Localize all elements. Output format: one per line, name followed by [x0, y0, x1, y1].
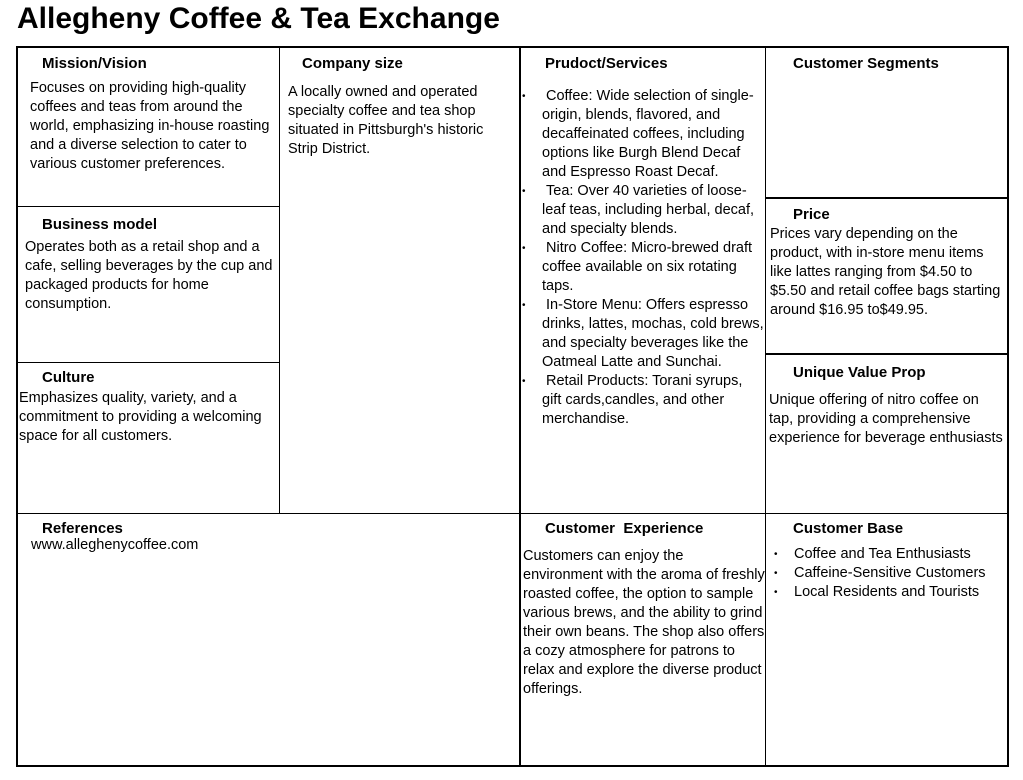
- unique-value-prop-heading: Unique Value Prop: [793, 364, 926, 381]
- price-text: Prices vary depending on the product, with in-store menu items like lattes ranging from $4.50 to $5.50 and retail coffee bags starting around $16.95 to$49.95.: [770, 226, 1001, 318]
- customer-segments-heading: Customer Segments: [793, 55, 939, 72]
- product-item-text: Tea: Over 40 varieties of loose-leaf teas, including herbal, decaf, and specialty blends.: [542, 183, 754, 237]
- list-item: [522, 87, 764, 182]
- business-model-heading: Business model: [42, 216, 158, 233]
- list-item: [522, 296, 764, 372]
- products-services-heading: Prudoct/Services: [545, 55, 668, 72]
- mission-vision-heading: Mission/Vision: [42, 55, 147, 72]
- grid-price-bottom: [765, 353, 1009, 355]
- company-size-text: A locally owned and operated specialty coffee and tea shop situated in Pittsburgh's historic Strip District.: [288, 84, 484, 157]
- grid-col3-divider: [765, 46, 766, 767]
- bullet-icon: •: [522, 376, 526, 387]
- grid-outer-left: [16, 46, 18, 767]
- price-heading: Price: [793, 206, 830, 223]
- mission-vision-text: Focuses on providing high-quality coffees and teas from around the world, emphasizing in-house roasting and a diverse selection to cater to various customer preferences.: [30, 80, 270, 172]
- grid-row-divider: [16, 513, 1009, 514]
- bullet-icon: •: [774, 549, 778, 560]
- grid-segments-bottom: [765, 197, 1009, 199]
- grid-outer-bottom: [16, 765, 1009, 767]
- product-item-text: Nitro Coffee: Micro-brewed draft coffee available on six rotating taps.: [542, 240, 753, 294]
- list-item: [522, 372, 764, 429]
- unique-value-prop-text: Unique offering of nitro coffee on tap, providing a comprehensive experience for beverage enthusiasts: [769, 392, 1003, 446]
- references-heading: References: [42, 520, 123, 537]
- list-item: [774, 583, 1004, 602]
- bullet-icon: •: [522, 243, 526, 254]
- grid-col2-divider: [519, 46, 521, 767]
- customer-experience-text: Customers can enjoy the environment with the aroma of freshly roasted coffee, the option to sample various brews, and the ability to grind their own beans. The shop also offers a cozy atmosphere for patrons to relax and explore the diverse product offerings.: [523, 548, 765, 697]
- bullet-icon: •: [522, 300, 526, 311]
- products-services-list: [522, 87, 764, 429]
- list-item: [522, 182, 764, 239]
- bullet-icon: •: [774, 568, 778, 579]
- customer-base-item-text: Caffeine-Sensitive Customers: [794, 565, 986, 581]
- grid-outer-right: [1007, 46, 1009, 767]
- product-item-text: Retail Products: Torani syrups, gift cards,candles, and other merchandise.: [542, 373, 743, 427]
- customer-base-heading: Customer Base: [793, 520, 904, 537]
- business-model-text: Operates both as a retail shop and a cafe, selling beverages by the cup and packaged products for home consumption.: [25, 239, 273, 312]
- culture-text: Emphasizes quality, variety, and a commitment to providing a welcoming space for all customers.: [19, 390, 262, 444]
- grid-outer-top: [16, 46, 1009, 48]
- product-item-text: Coffee: Wide selection of single-origin, blends, flavored, and decaffeinated coffees, including options like Burgh Blend Decaf and Espresso Roast Decaf.: [542, 88, 754, 180]
- list-item: [774, 564, 1004, 583]
- customer-base-item-text: Coffee and Tea Enthusiasts: [794, 546, 971, 562]
- references-link[interactable]: www.alleghenycoffee.com: [31, 537, 199, 553]
- culture-heading: Culture: [42, 369, 95, 386]
- customer-experience-heading: Customer Experience: [545, 520, 704, 537]
- bullet-icon: •: [522, 186, 526, 197]
- company-size-heading: Company size: [302, 55, 403, 72]
- product-item-text: In-Store Menu: Offers espresso drinks, lattes, mochas, cold brews, and specialty beverages like the Oatmeal Latte and Sunchai.: [542, 297, 764, 370]
- bullet-icon: •: [522, 91, 526, 102]
- customer-base-list: [774, 545, 1004, 602]
- bullet-icon: •: [774, 587, 778, 598]
- customer-base-item-text: Local Residents and Tourists: [794, 584, 980, 600]
- list-item: [774, 545, 1004, 564]
- list-item: [522, 239, 764, 296]
- grid-mission-bottom: [16, 206, 279, 207]
- page-title: Allegheny Coffee & Tea Exchange: [17, 2, 500, 35]
- grid-business-bottom: [16, 362, 279, 363]
